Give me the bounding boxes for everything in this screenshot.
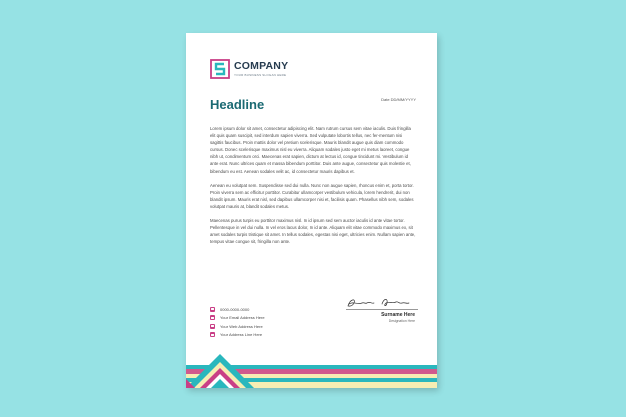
- web-icon: [210, 324, 215, 329]
- email-icon: [210, 315, 215, 320]
- signer-name: Surname Here: [381, 312, 415, 318]
- location-icon: [210, 332, 215, 337]
- signature-line: [346, 309, 418, 310]
- contact-text: Your Address Line Here: [220, 332, 263, 338]
- signer-designation: Designation Here: [388, 319, 415, 323]
- contact-address: [210, 331, 265, 340]
- letterhead-page: [186, 33, 437, 388]
- contact-email: [210, 314, 265, 323]
- contact-text: 0000-0000-0000: [220, 306, 250, 312]
- date-field: Date DD/MM/YYYY: [381, 97, 416, 102]
- phone-icon: [210, 307, 215, 312]
- logo-icon: [210, 59, 230, 79]
- contact-text: Your Email Address Here: [220, 315, 265, 321]
- contact-text: Your Web Address Here: [220, 323, 263, 329]
- signature-scribble: [336, 295, 421, 309]
- contact-phone: [210, 305, 265, 314]
- paragraph: Aenean eu volutpat sem. Suspendisse sed dui nulla. Nunc non augue sapien, rhoncus enim et, porta tortor. Proin viverra sem ac efficitur porttitor. Curabitur ullamcorper vestibulum vehicula, lorem hendrerit, dui non blandit ipsum. Mauris erat nisl, sed dapibus ullamcorper nisi et, facilisis quam. Phasellus nibh sem, sodales volutpat mauris at, blandit sodales metus.: [210, 182, 414, 209]
- contact-web: [210, 322, 265, 331]
- company-name: COMPANY: [234, 60, 289, 72]
- company-slogan: YOUR BUSINESS SLOGAN HERE: [234, 73, 287, 77]
- company-logo: [210, 59, 288, 79]
- headline: Headline: [210, 97, 265, 112]
- paragraph: Lorem ipsum dolor sit amet, consectetur adipiscing elit. Nam rutrum cursus sem vitae iaculis. Duis fringilla elit quis quam suscipit, sed interdum sapien viverra. Sed vulputate lobortis tellus, nec fer-mentum nisi sagittis faucibus. Proin mattis dolor vel pretium scelerisque. Mauris blandit augue quis diam commodo cursus. Donec scelerisque maximus nisl eu viverra. Aliquam sodales justo eget mi metus laoreet, congue nibh ut, condimentum orci. Maecenas erat sapien, dictum at lectus id, congue tincidunt mi. Vestibulum id ante erat. Nunc ultrices quam et massa bibendum porttitor. Duis ante augue, consectetur quis molestie et, bibendum eu est. Aenean sodales velit ac, id consectetur mauris dapibus et.: [210, 126, 411, 174]
- paragraph: Maecenas purus turpis eu porttitor maximus nisl. In id ipsum sed sem auctor iaculis id ante vitae tortor. Pellentesque in vel dui nulla. In vel eros lacus dolor, In id ante. Aliquam elit vitae commodo maximus ex, sit amet sodales turpis tristique sit amet. In tellus sodales, egestas nisi eget, ultricies enim. Nullam sapien ante, tempus vitae congue sit, fringilla non ante.: [210, 218, 416, 245]
- contact-list: [210, 305, 265, 339]
- footer-decoration: [186, 344, 437, 388]
- letter-body: [210, 125, 416, 252]
